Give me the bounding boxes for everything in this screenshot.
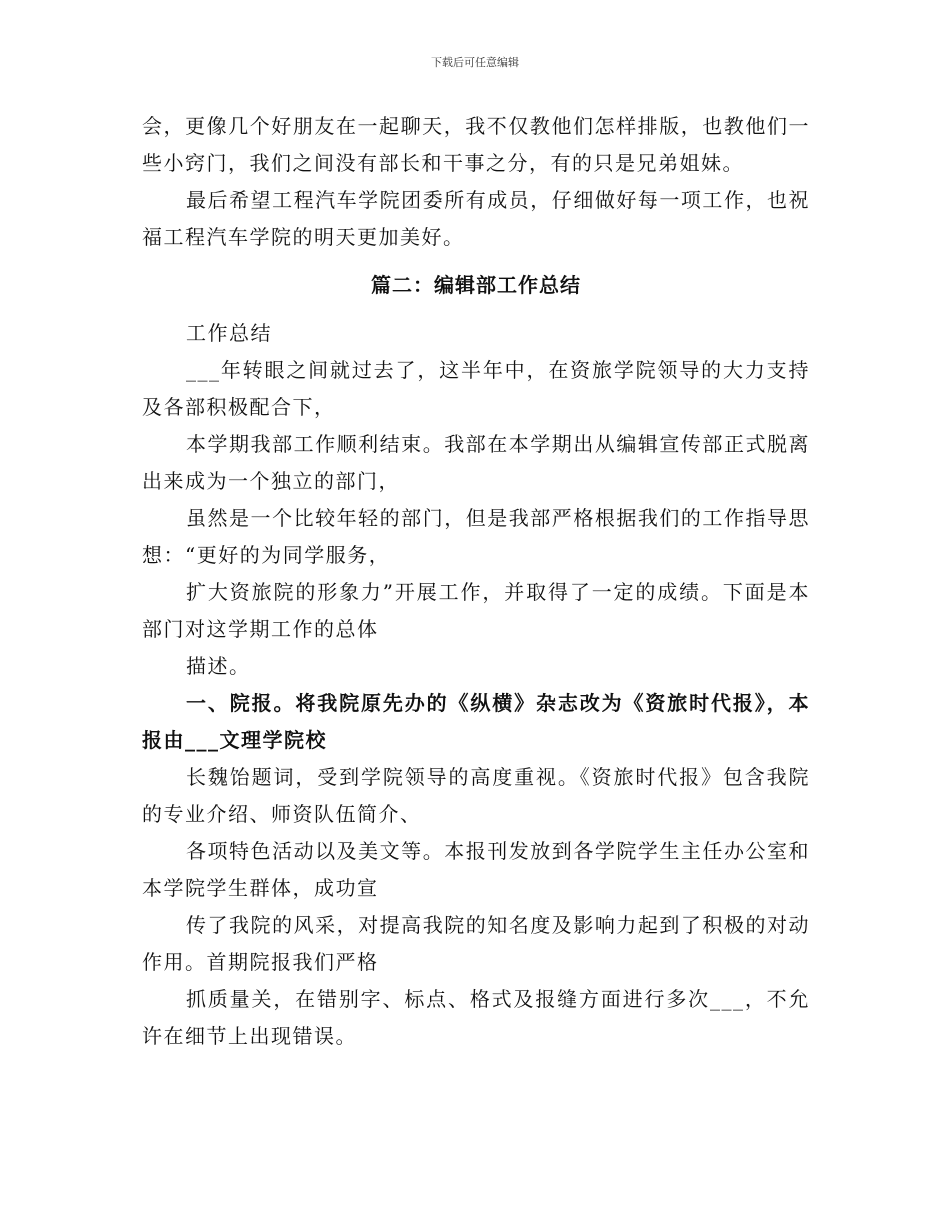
paragraph: 工作总结 — [186, 321, 272, 345]
paragraph: 会，更像几个好朋友在一起聊天，我不仅教他们怎样排版，也教他们一些小窍门，我们之间没有部长和干事之分，有的只是兄弟姐妹。 — [142, 114, 810, 175]
paragraph: ___年转眼之间就过去了，这半年中，在资旅学院领导的大力支持及各部积极配合下， — [142, 358, 810, 419]
paragraph: 扩大资旅院的形象力”开展工作，并取得了一定的成绩。下面是本部门对这学期工作的总体 — [142, 580, 810, 641]
paragraph: 描述。 — [186, 654, 251, 678]
page-header: 下载后可任意编辑 — [431, 56, 519, 69]
paragraph: 最后希望工程汽车学院团委所有成员，仔细做好每一项工作，也祝福工程汽车学院的明天更加美好。 — [142, 188, 810, 249]
paragraph: 本学期我部工作顺利结束。我部在本学期出从编辑宣传部正式脱离出来成为一个独立的部门， — [142, 432, 810, 493]
paragraph: 各项特色活动以及美文等。本报刊发放到各学院学生主任办公室和本学院学生群体，成功宣 — [142, 839, 810, 900]
paragraph: 虽然是一个比较年轻的部门，但是我部严格根据我们的工作指导思想：“更好的为同学服务， — [142, 506, 810, 567]
paragraph: 传了我院的风采，对提高我院的知名度及影响力起到了积极的对动作用。首期院报我们严格 — [142, 913, 810, 974]
paragraph: 长魏饴题词，受到学院领导的高度重视。《资旅时代报》包含我院的专业介绍、师资队伍简介、 — [142, 765, 810, 826]
subheading-paragraph: 一、院报。将我院原先办的《纵横》杂志改为《资旅时代报》，本报由___文理学院校 — [142, 691, 810, 752]
section-title: 篇二：编辑部工作总结 — [371, 273, 581, 297]
paragraph: 抓质量关，在错别字、标点、格式及报缝方面进行多次___，不允许在细节上出现错误。 — [142, 987, 810, 1048]
document-body — [142, 108, 810, 1055]
